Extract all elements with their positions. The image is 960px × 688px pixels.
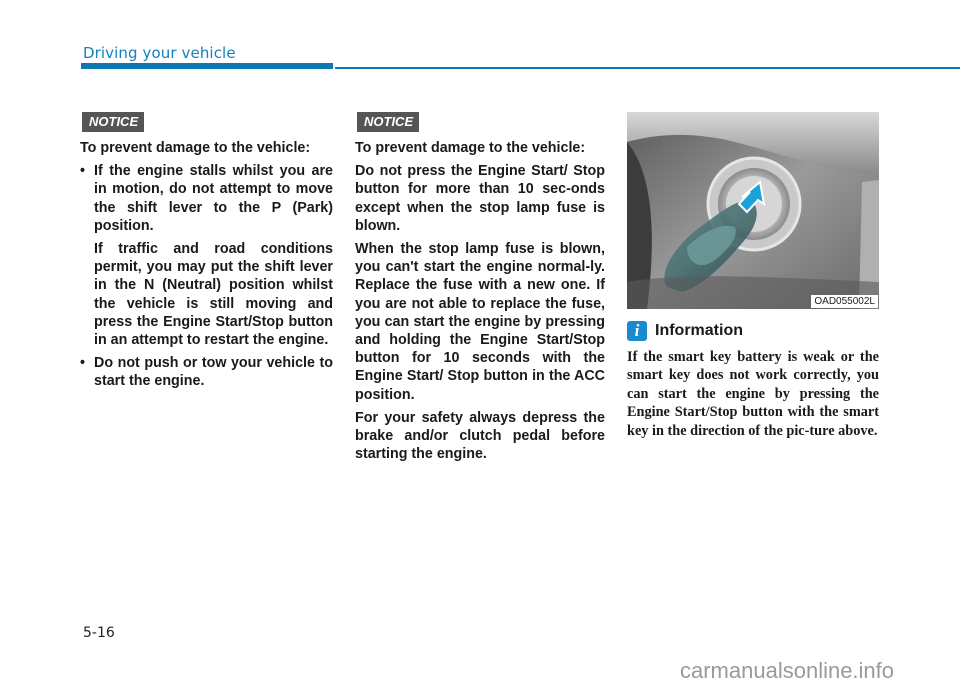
smart-key-illustration-icon: [627, 112, 879, 309]
notice-badge: NOTICE: [357, 112, 419, 132]
notice-column-1: [80, 112, 333, 391]
smart-key-figure: [627, 112, 879, 309]
info-column: [627, 112, 879, 454]
bullet-icon: •: [80, 355, 86, 372]
bullet-item: [80, 354, 333, 390]
notice-paragraph: When the stop lamp fuse is blown, you can't start the engine normal-ly. Replace the fuse with a new one. If you are not able to replace the fuse, you can start the engine by pressing and holding the Engine Start/Stop button for 10 seconds with the Engine Start/ Stop button in the ACC position.: [355, 241, 605, 403]
notice-paragraph: For your safety always depress the brake and/or clutch pedal before starting the engine.: [355, 409, 605, 463]
bullet-text: Do not push or tow your vehicle to start the engine.: [94, 355, 333, 390]
notice-column-2: [355, 112, 605, 463]
information-header: [627, 321, 879, 341]
figure-code: OAD055002L: [811, 295, 878, 308]
information-body: If the smart key battery is weak or the smart key does not work correctly, you can start the engine by pressing the Engine Start/Stop button with the smart key in the direction of the pic-ture above.: [627, 349, 879, 439]
notice-heading: To prevent damage to the vehicle:: [355, 140, 586, 156]
information-title: Information: [655, 322, 743, 339]
page-number: 5-16: [83, 625, 115, 641]
bullet-icon: •: [80, 163, 86, 180]
bullet-text: If the engine stalls whilst you are in motion, do not attempt to move the shift lever to the P (Park) position.: [94, 163, 333, 234]
notice-paragraph: Do not press the Engine Start/ Stop button for more than 10 sec-onds except when the stop lamp fuse is blown.: [355, 163, 605, 234]
section-title: Driving your vehicle: [83, 44, 236, 62]
header-bar-thick: [81, 63, 333, 69]
info-icon: i: [627, 321, 647, 341]
bullet-item: [80, 162, 333, 235]
header-rule: [335, 67, 960, 69]
watermark: carmanualsonline.info: [680, 658, 895, 683]
notice-badge: NOTICE: [82, 112, 144, 132]
bullet-continuation: If traffic and road conditions permit, you may put the shift lever in the N (Neutral) position whilst the vehicle is still moving and press the Engine Start/Stop button in an attempt to restart the engine.: [94, 241, 333, 349]
notice-heading: To prevent damage to the vehicle:: [80, 140, 311, 156]
